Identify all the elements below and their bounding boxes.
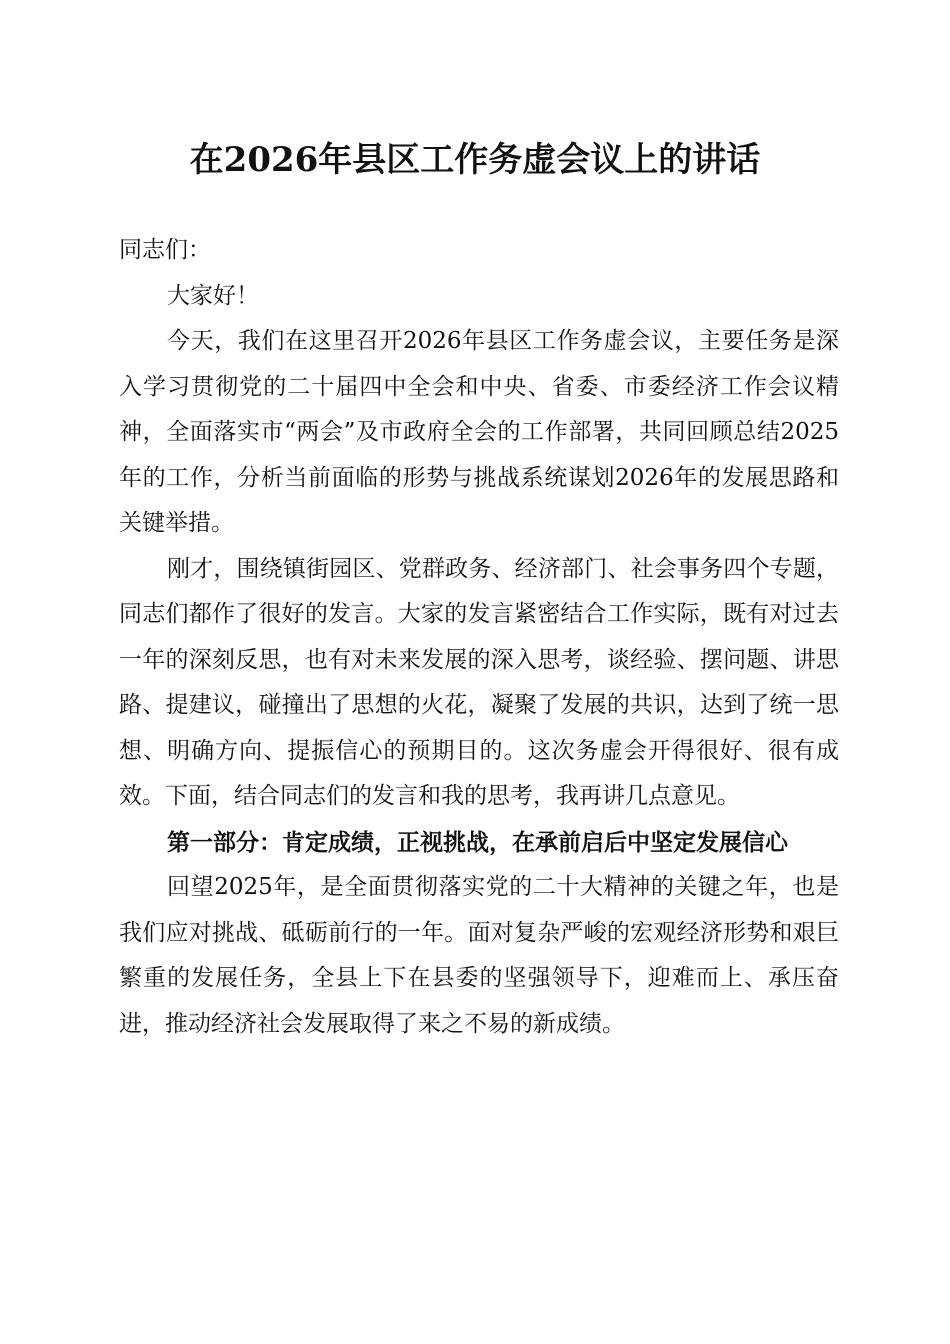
paragraph-review: 刚才，围绕镇街园区、党群政务、经济部门、社会事务四个专题，同志们都作了很好的发言。大家的发言紧密结合工作实际，既有对过去一年的深刻反思，也有对未来发展的深入思考，谈经验、摆问题、讲思路、提建议，碰撞出了思想的火花，凝聚了发展的共识，达到了统一思想、明确方向、提振信心的预期目的。这次务虚会开得很好、很有成效。下面，结合同志们的发言和我的思考，我再讲几点意见。	[119, 555, 839, 809]
paragraph-opening: 今天，我们在这里召开2026年县区工作务虚会议，主要任务是深入学习贯彻党的二十届四中全会和中央、省委、市委经济工作会议精神，全面落实市“两会”及市政府全会的工作部署，共同回顾总结2025年的工作，分析当前面临的形势与挑战系统谋划2026年的发展思路和关键举措。	[119, 328, 839, 536]
document-title: 在2026年县区工作务虚会议上的讲话	[189, 140, 761, 180]
section-heading: 第一部分：肯定成绩，正视挑战，在承前启后中坚定发展信心	[167, 828, 788, 856]
section-paragraph: 回望2025年，是全面贯彻落实党的二十大精神的关键之年，也是我们应对挑战、砥砺前行的一年。面对复杂严峻的宏观经济形势和艰巨繁重的发展任务，全县上下在县委的坚强领导下，迎难而上、承压奋进，推动经济社会发展取得了来之不易的新成绩。	[119, 874, 839, 1037]
greeting: 大家好！	[167, 282, 259, 309]
salutation: 同志们：	[119, 237, 211, 263]
document-body	[119, 228, 839, 1047]
